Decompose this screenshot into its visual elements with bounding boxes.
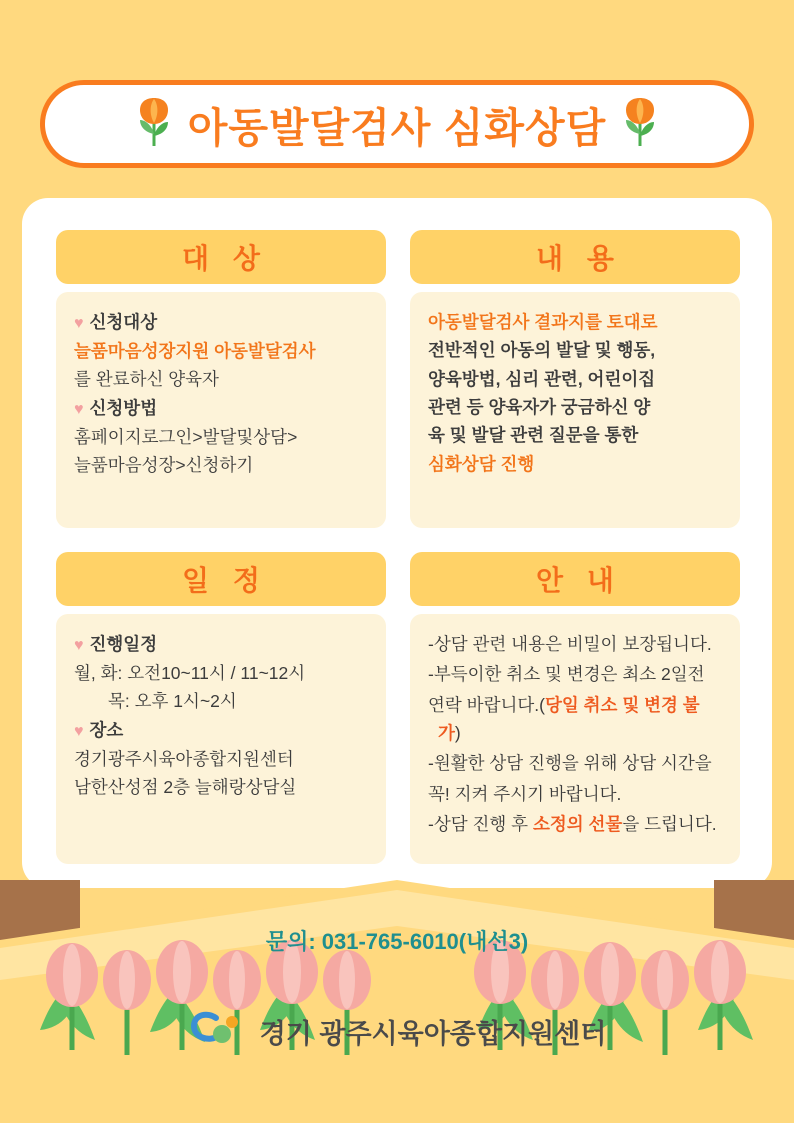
target-highlight: 늘품마음성장지원 아동발달검사: [74, 340, 316, 361]
list-item: 를 완료하신 양육자: [74, 369, 219, 390]
list-item: [74, 630, 368, 659]
card-target-heading: 대 상: [56, 230, 386, 284]
notice-text: -상담 진행 후: [428, 814, 533, 835]
notice-line: -부득이한 취소 및 변경은 최소 2일전: [428, 664, 705, 685]
center-logo-icon: [188, 1008, 250, 1055]
list-item: 월, 화: 오전10~11시 / 11~12시: [74, 662, 306, 683]
card-schedule-heading: 일 정: [56, 552, 386, 606]
card-notice-body: [410, 614, 740, 864]
heart-icon: ♥: [74, 315, 84, 332]
card-target-body: [56, 292, 386, 528]
notice-line: -상담 관련 내용은 비밀이 보장됩니다.: [428, 634, 712, 654]
notice-line: [428, 810, 722, 838]
list-item: 목: 오후 1시~2시: [108, 691, 237, 712]
notice-text: 연락 바랍니다.(: [428, 694, 545, 715]
notice-text: ): [454, 723, 461, 744]
list-item: 늘품마음성장>신청하기: [74, 454, 254, 475]
card-schedule: [56, 552, 386, 864]
list-item: [74, 394, 368, 423]
content-line: 아동발달검사 결과지를 토대로: [428, 312, 658, 332]
card-notice-heading: 안 내: [410, 552, 740, 606]
list-item: 홈페이지로그인>발달및상담>: [74, 426, 298, 447]
target-label-apply: 신청대상: [89, 312, 158, 332]
notice-line: -원활한 상담 진행을 위해 상담 시간을: [428, 753, 712, 774]
decorative-flower-scene: [0, 880, 794, 1123]
heart-icon: ♥: [74, 637, 84, 654]
notice-highlight: 당일 취소 및 변경 불가: [438, 694, 700, 744]
page-title-banner: [40, 80, 754, 168]
page-title: 아동발달검사 심화상담: [187, 104, 607, 151]
footer-logo-row: [0, 1008, 794, 1055]
schedule-label-when: 진행일정: [89, 634, 158, 654]
tulip-icon: [620, 96, 660, 152]
schedule-label-place: 장소: [89, 719, 124, 740]
content-line: 양육방법, 심리 관련, 어린이집: [428, 368, 656, 389]
contact-line: 문의: 031-765-6010(내선3): [265, 929, 529, 954]
content-line: 전반적인 아동의 발달 및 행동,: [428, 340, 656, 361]
info-cards-grid: [56, 230, 740, 864]
target-label-method: 신청방법: [89, 397, 158, 418]
card-content-heading: 내 용: [410, 230, 740, 284]
card-content-body: [410, 292, 740, 528]
notice-line: 꼭! 지켜 주시기 바랍니다.: [428, 783, 622, 804]
organization-name: 경기 광주시육아종합지원센터: [259, 1019, 607, 1049]
content-line: 육 및 발달 관련 질문을 통한: [428, 425, 639, 446]
card-content: [410, 230, 740, 528]
card-target: [56, 230, 386, 528]
card-notice: [410, 552, 740, 864]
content-line: 관련 등 양육자가 궁금하신 양: [428, 397, 651, 418]
heart-icon: ♥: [74, 400, 84, 418]
list-item: 남한산성점 2층 늘해랑상담실: [74, 776, 297, 797]
card-schedule-body: [56, 614, 386, 864]
tulip-icon: [134, 96, 174, 152]
list-item: 경기광주시육아종합지원센터: [74, 748, 294, 769]
list-item: [74, 337, 368, 365]
list-item: [74, 308, 368, 337]
notice-text: 을 드립니다.: [622, 814, 717, 835]
notice-highlight: 소정의 선물: [532, 814, 623, 835]
heart-icon: ♥: [74, 722, 84, 740]
list-item: [74, 716, 368, 745]
notice-line: [428, 691, 722, 748]
content-line: 심화상담 진행: [428, 453, 535, 474]
